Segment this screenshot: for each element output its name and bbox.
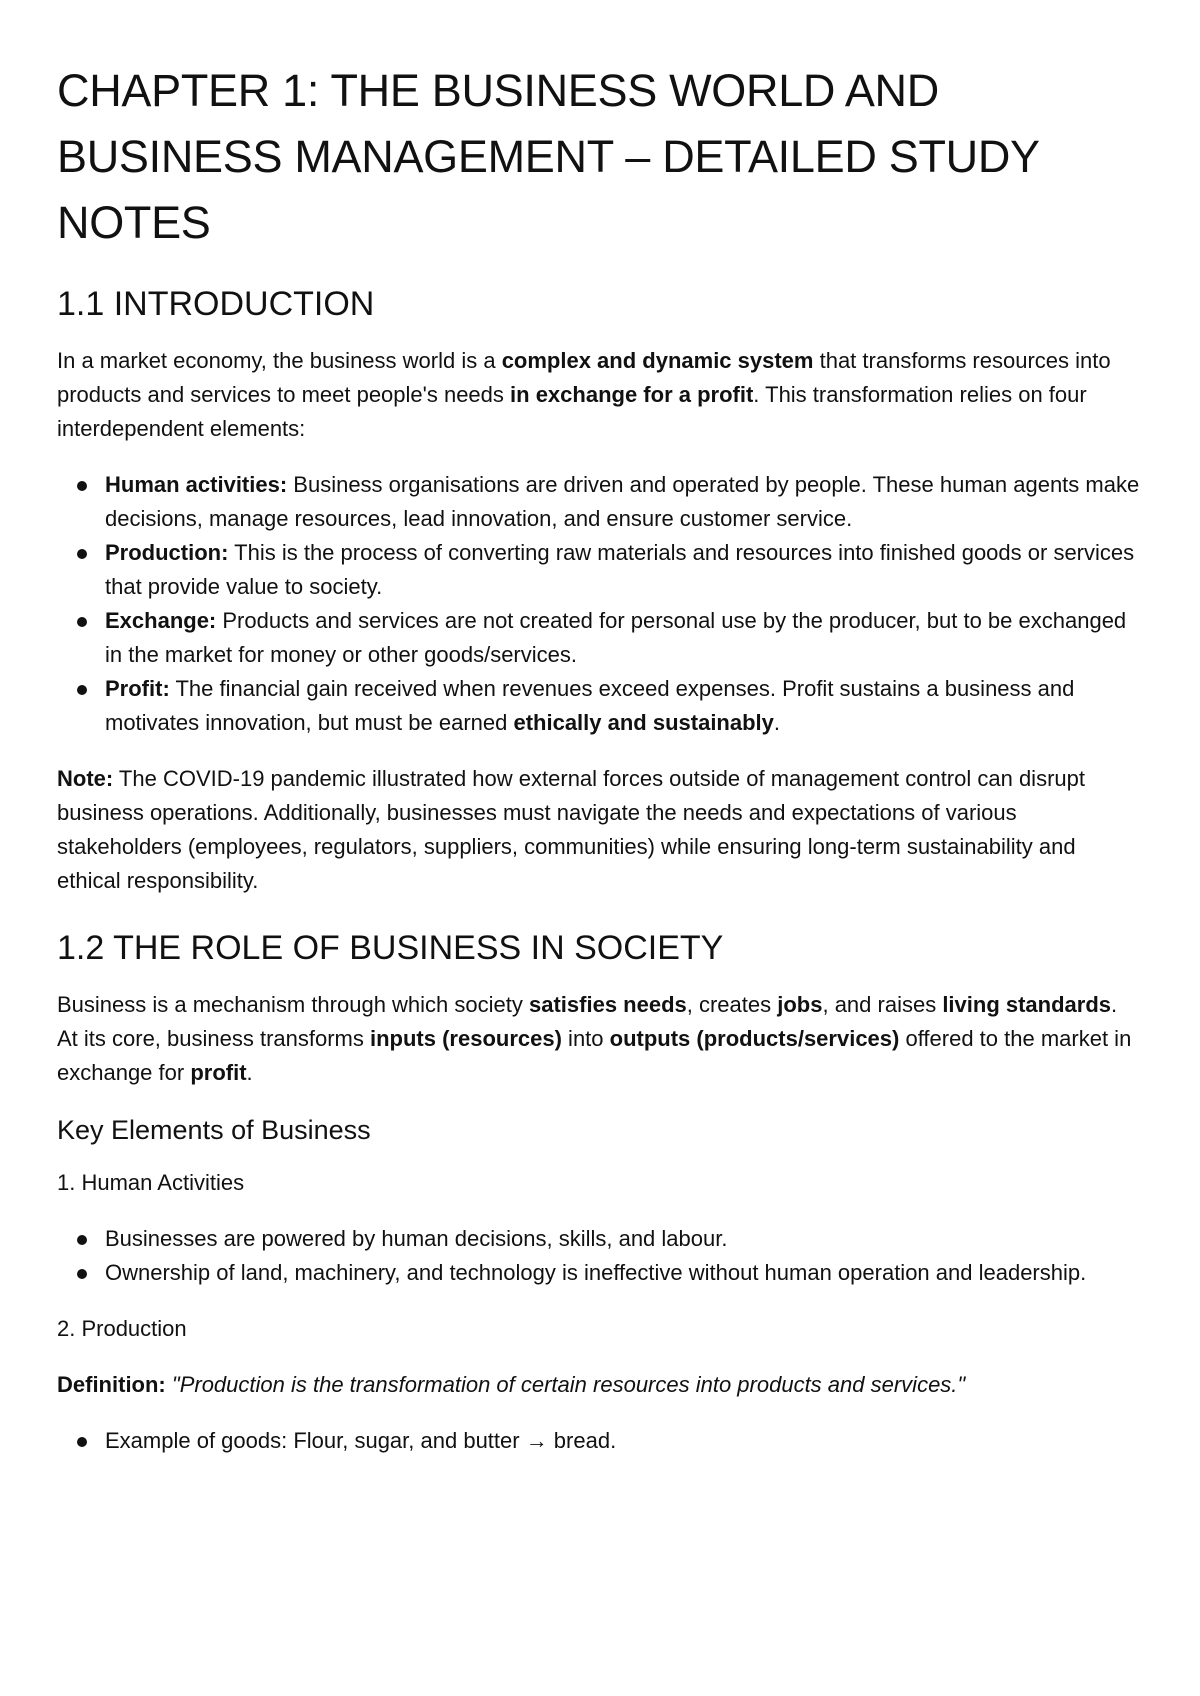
production-definition: Definition: "Production is the transformation of certain resources into products and services." [57, 1372, 966, 1397]
section-heading-role-of-business: 1.2 THE ROLE OF BUSINESS IN SOCIETY [57, 929, 724, 967]
list-item: Ownership of land, machinery, and technology is ineffective without human operation and leadership. [57, 1256, 1140, 1290]
list-item: Example of goods: Flour, sugar, and butter → bread. [57, 1424, 1140, 1458]
chapter-title: CHAPTER 1: THE BUSINESS WORLD AND BUSINESS MANAGEMENT – DETAILED STUDY NOTES [57, 65, 1039, 248]
human-activities-list [57, 1222, 1140, 1290]
subsection-production: 2. Production [57, 1316, 187, 1341]
subheading-key-elements: Key Elements of Business [57, 1115, 371, 1145]
section-heading-introduction: 1.1 INTRODUCTION [57, 285, 375, 323]
elements-list [57, 468, 1140, 740]
production-list [57, 1424, 1140, 1458]
role-paragraph: Business is a mechanism through which society satisfies needs, creates jobs, and raises living standards. At its core, business transforms inputs (resources) into outputs (products/services) offered to the market in exchange for profit. [57, 992, 1132, 1085]
note-paragraph: Note: The COVID-19 pandemic illustrated how external forces outside of management control can disrupt business operations. Additionally, businesses must navigate the needs and expectations of various stakeholders (employees, regulators, suppliers, communities) while ensuring long-term sustainability and ethical responsibility. [57, 766, 1085, 893]
list-item: Profit: The financial gain received when revenues exceed expenses. Profit sustains a business and motivates innovation, but must be earned ethically and sustainably. [57, 672, 1140, 740]
list-item: Businesses are powered by human decisions, skills, and labour. [57, 1222, 1140, 1256]
list-item: Production: This is the process of converting raw materials and resources into finished goods or services that provide value to society. [57, 536, 1140, 604]
subsection-human-activities: 1. Human Activities [57, 1170, 245, 1195]
intro-paragraph: In a market economy, the business world is a complex and dynamic system that transforms resources into products and services to meet people's needs in exchange for a profit. This transformation relies on four interdependent elements: [57, 348, 1111, 441]
list-item: Human activities: Business organisations are driven and operated by people. These human agents make decisions, manage resources, lead innovation, and ensure customer service. [57, 468, 1140, 536]
list-item: Exchange: Products and services are not created for personal use by the producer, but to be exchanged in the market for money or other goods/services. [57, 604, 1140, 672]
